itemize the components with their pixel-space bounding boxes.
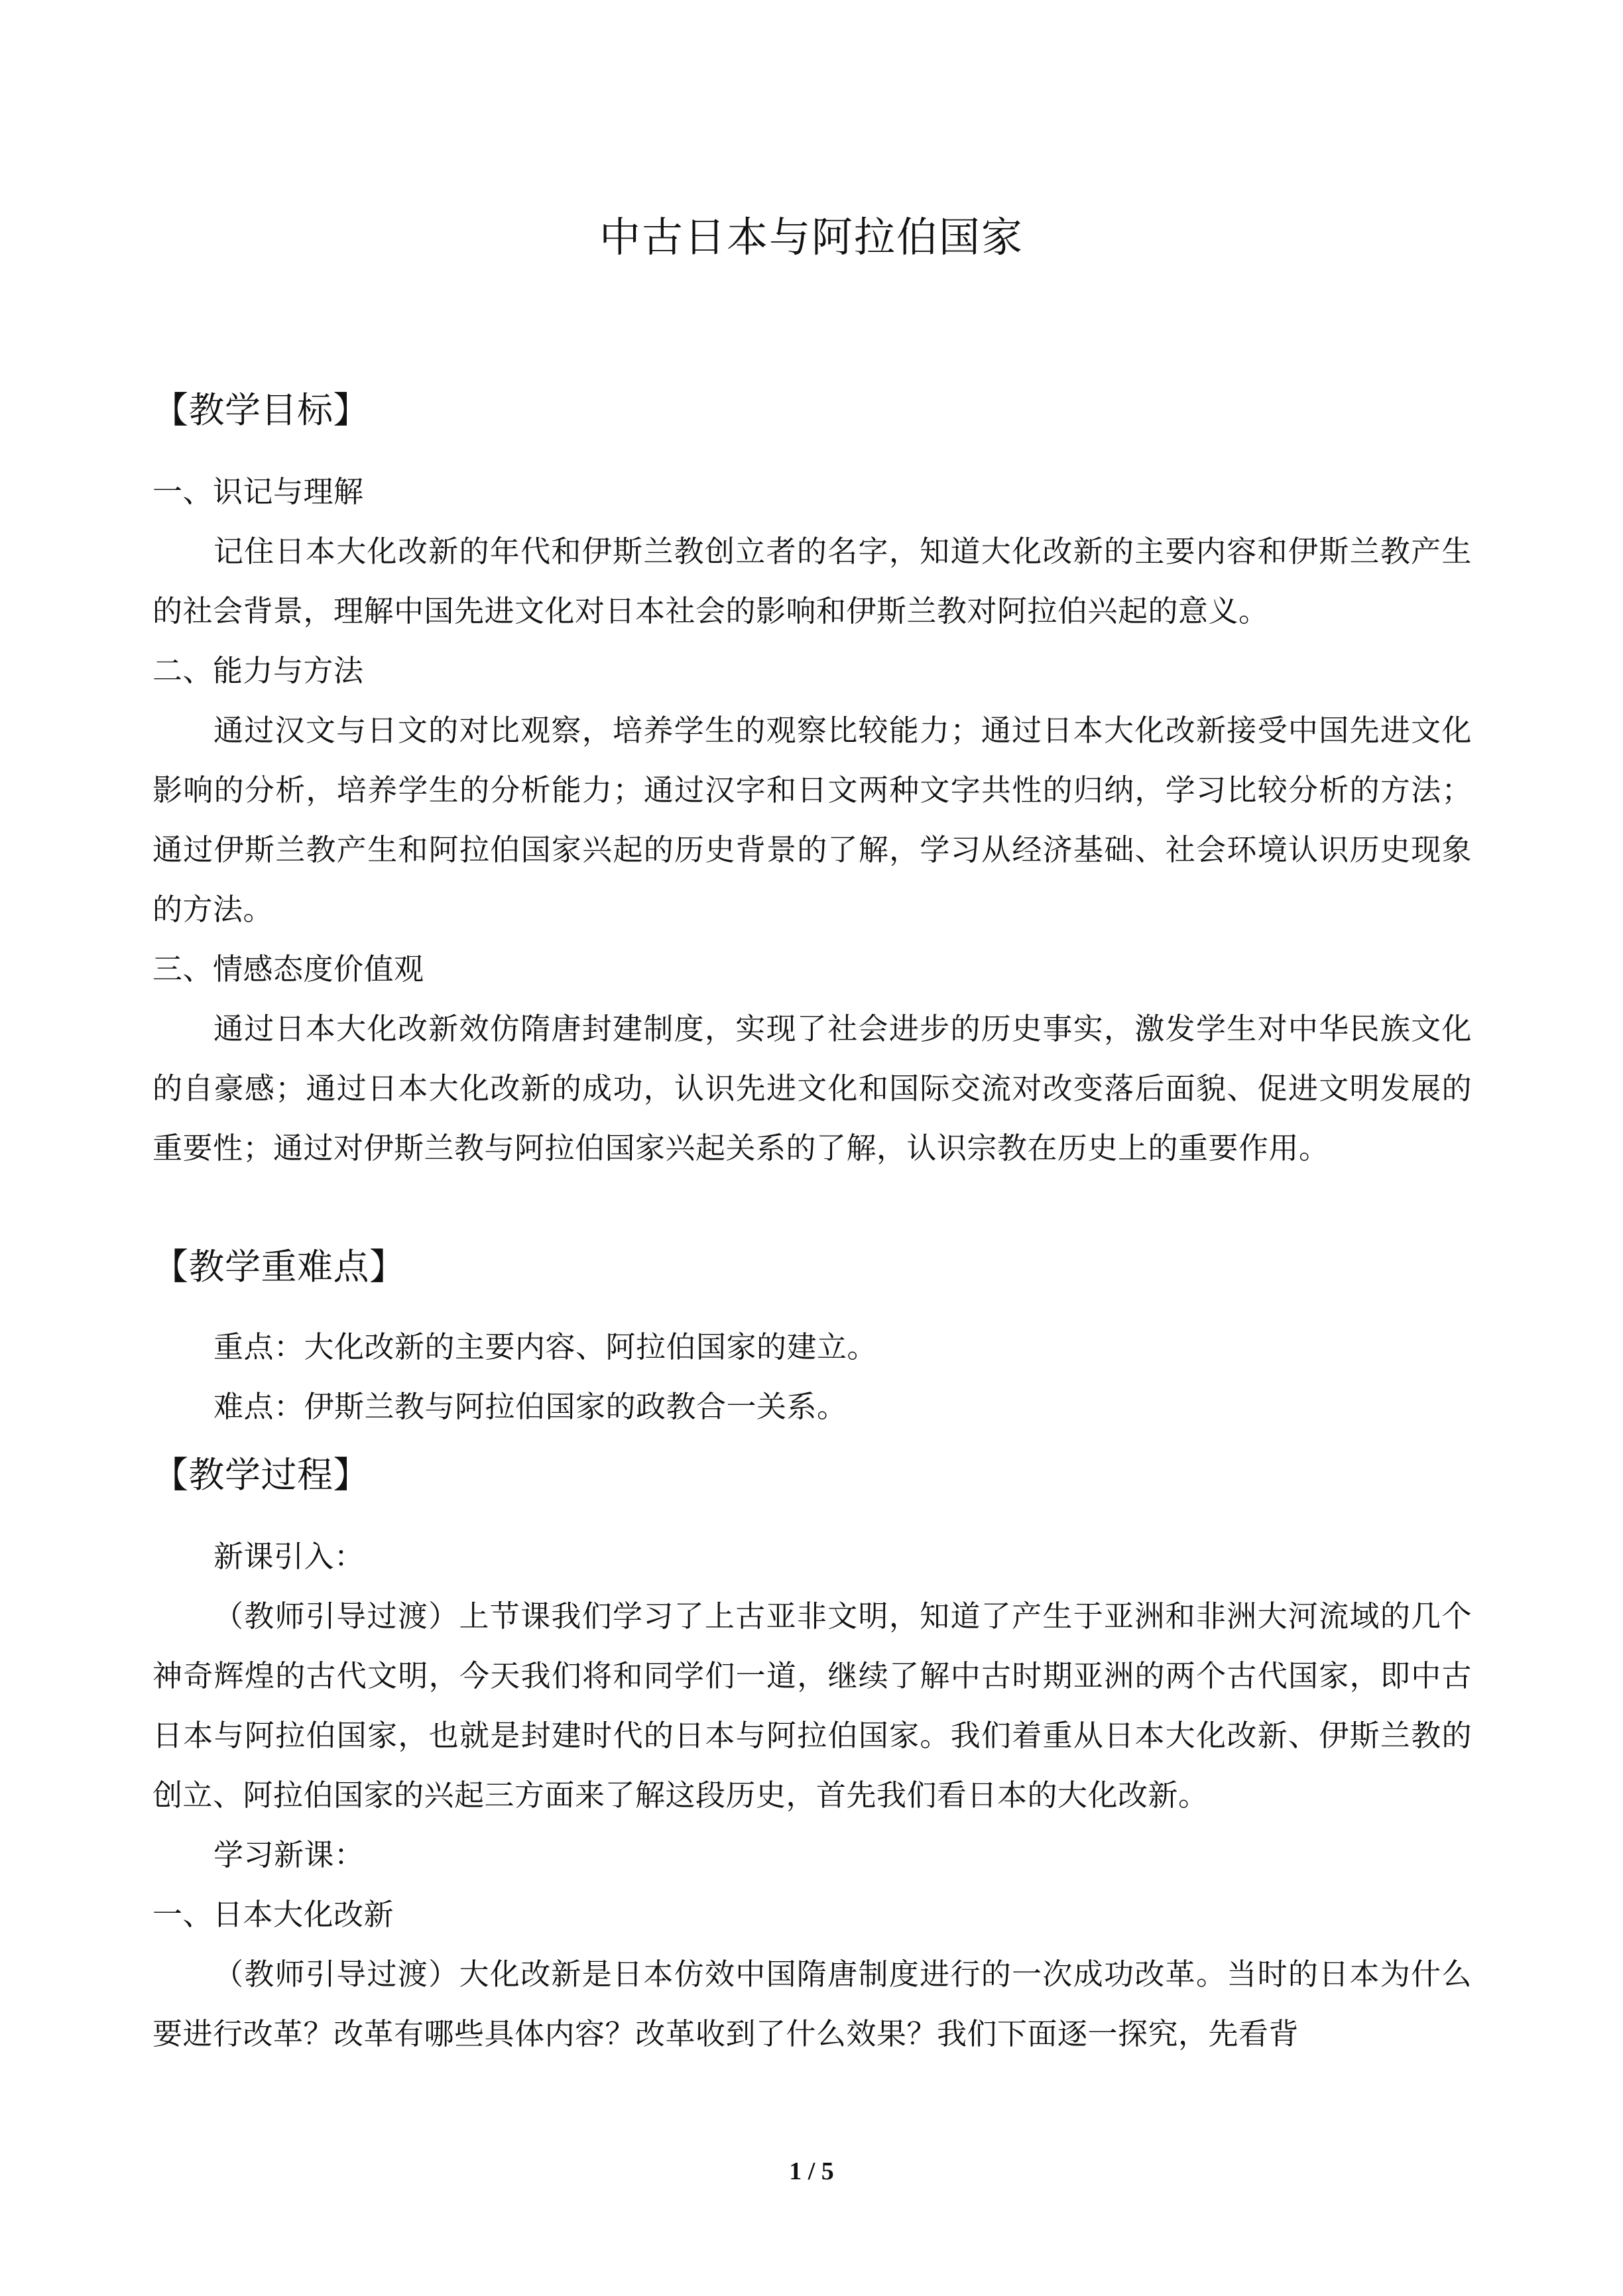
document-title: 中古日本与阿拉伯国家 xyxy=(599,213,1024,261)
page-number: 1 / 5 xyxy=(789,2157,834,2185)
difficult-point: 难点：伊斯兰教与阿拉伯国家的政教合一关系。 xyxy=(213,1389,847,1424)
keypoints-heading: 【教学重难点】 xyxy=(152,1246,406,1288)
part-1-heading: 一、日本大化改新 xyxy=(152,1897,394,1932)
new-lesson-label: 学习新课： xyxy=(213,1837,365,1872)
process-section xyxy=(152,1445,1472,1505)
keypoints-section xyxy=(152,1237,1472,1297)
objective-1 xyxy=(152,462,1472,641)
process-heading: 【教学过程】 xyxy=(152,1454,369,1496)
objectives-heading: 【教学目标】 xyxy=(152,389,369,431)
objective-3 xyxy=(152,939,1472,1178)
objective-2 xyxy=(152,641,1472,939)
intro-section xyxy=(152,1527,1472,2064)
intro-label: 新课引入： xyxy=(213,1539,365,1574)
keypoints-list xyxy=(152,1317,1472,1437)
key-point: 重点：大化改新的主要内容、阿拉伯国家的建立。 xyxy=(213,1329,878,1364)
objective-2-heading: 二、能力与方法 xyxy=(152,653,364,688)
objectives-section xyxy=(152,381,1472,440)
objective-2-text: 通过汉文与日文的对比观察，培养学生的观察比较能力；通过日本大化改新接受中国先进文化影响的分析，培养学生的分析能力；通过汉字和日文两种文字共性的归纳，学习比较分析的方法；通过伊斯兰教产生和阿拉伯国家兴起的历史背景的了解，学习从经济基础、社会环境认识历史现象的方法。 xyxy=(152,713,1472,927)
intro-text: （教师引导过渡）上节课我们学习了上古亚非文明，知道了产生于亚洲和非洲大河流域的几个神奇辉煌的古代文明，今天我们将和同学们一道，继续了解中古时期亚洲的两个古代国家，即中古日本与阿拉伯国家，也就是封建时代的日本与阿拉伯国家。我们着重从日本大化改新、伊斯兰教的创立、阿拉伯国家的兴起三方面来了解这段历史，首先我们看日本的大化改新。 xyxy=(152,1599,1472,1813)
objective-1-text: 记住日本大化改新的年代和伊斯兰教创立者的名字，知道大化改新的主要内容和伊斯兰教产生的社会背景，理解中国先进文化对日本社会的影响和伊斯兰教对阿拉伯兴起的意义。 xyxy=(152,534,1472,629)
part-1-text: （教师引导过渡）大化改新是日本仿效中国隋唐制度进行的一次成功改革。当时的日本为什么要进行改革？改革有哪些具体内容？改革收到了什么效果？我们下面逐一探究，先看背 xyxy=(152,1957,1472,2051)
objective-3-heading: 三、情感态度价值观 xyxy=(152,951,424,987)
objective-1-heading: 一、识记与理解 xyxy=(152,474,364,509)
objective-3-text: 通过日本大化改新效仿隋唐封建制度，实现了社会进步的历史事实，激发学生对中华民族文化的自豪感；通过日本大化改新的成功，认识先进文化和国际交流对改变落后面貌、促进文明发展的重要性；通过对伊斯兰教与阿拉伯国家兴起关系的了解，认识宗教在历史上的重要作用。 xyxy=(152,1011,1472,1166)
